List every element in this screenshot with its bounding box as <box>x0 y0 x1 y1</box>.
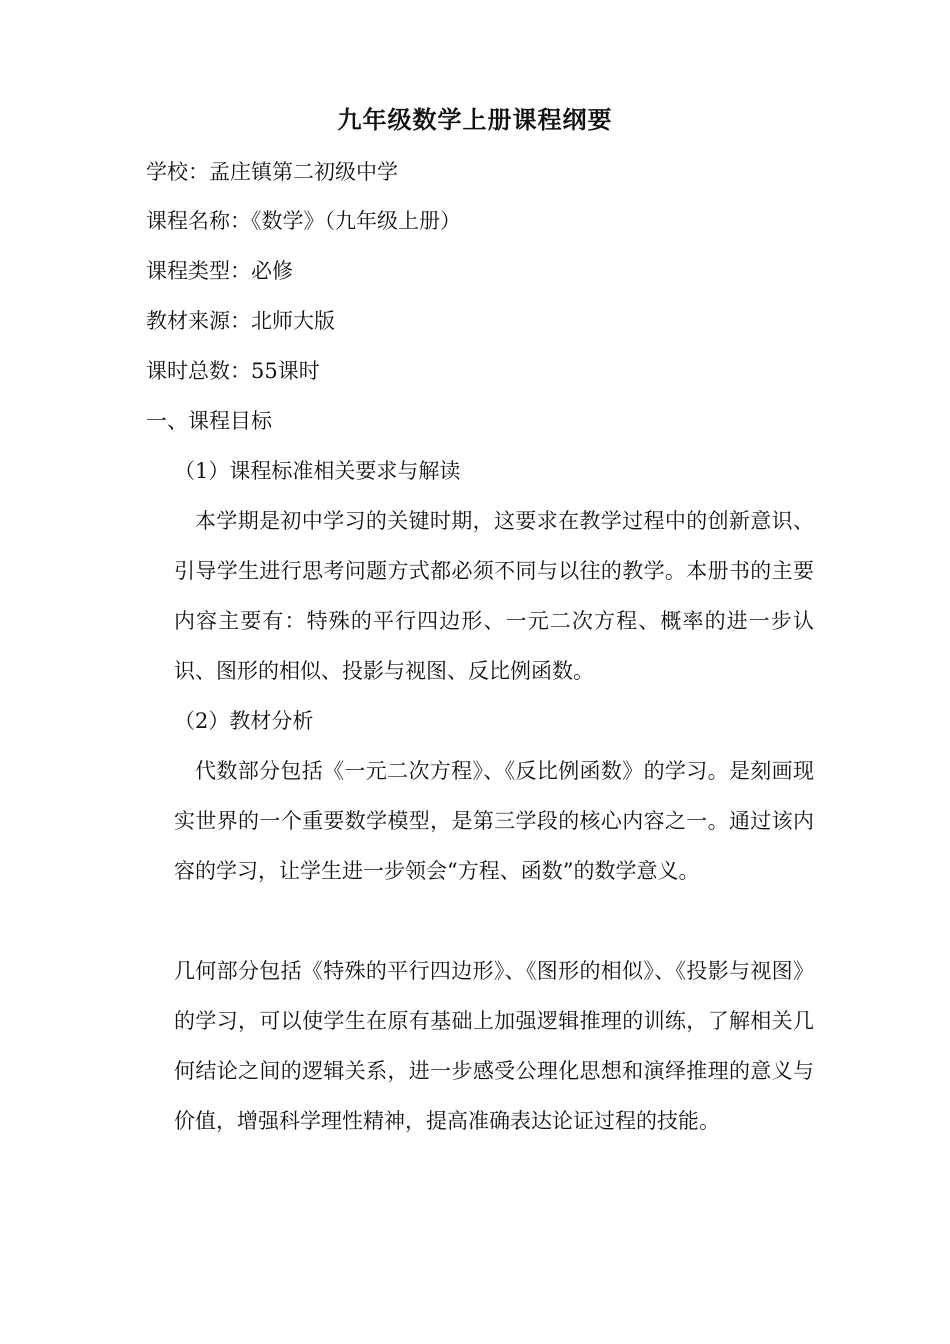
info-course-type: 课程类型：必修 <box>146 259 293 283</box>
section-heading-goals: 一、课程目标 <box>146 409 272 433</box>
info-course-name: 课程名称：《数学》（九年级上册） <box>146 209 461 233</box>
info-school: 学校：孟庄镇第二初级中学 <box>146 160 398 184</box>
paragraph-algebra: 代数部分包括《一元二次方程》、《反比例函数》的学习。是刻画现实世界的一个重要数学模型，是第三学段的核心内容之一。通过该内容的学习，让学生进一步领会“方程、函数”的数学意义。 <box>174 759 814 883</box>
subheading-textbook-analysis: （2）教材分析 <box>174 709 314 733</box>
info-textbook-source: 教材来源：北师大版 <box>146 309 335 333</box>
paragraph-geometry: 几何部分包括《特殊的平行四边形》、《图形的相似》、《投影与视图》的学习，可以使学生在原有基础上加强逻辑推理的训练，了解相关几何结论之间的逻辑关系，进一步感受公理化思想和演绎推理的意义与价值，增强科学理性精神，提高准确表达论证过程的技能。 <box>174 959 814 1133</box>
paragraph-standards: 本学期是初中学习的关键时期，这要求在教学过程中的创新意识、引导学生进行思考问题方式都必须不同与以往的教学。本册书的主要内容主要有：特殊的平行四边形、一元二次方程、概率的进一步认识、图形的相似、投影与视图、反比例函数。 <box>174 509 814 683</box>
info-total-hours: 课时总数：55课时 <box>146 359 320 383</box>
subheading-standards: （1）课程标准相关要求与解读 <box>174 459 461 483</box>
document-title: 九年级数学上册课程纲要 <box>337 105 613 134</box>
